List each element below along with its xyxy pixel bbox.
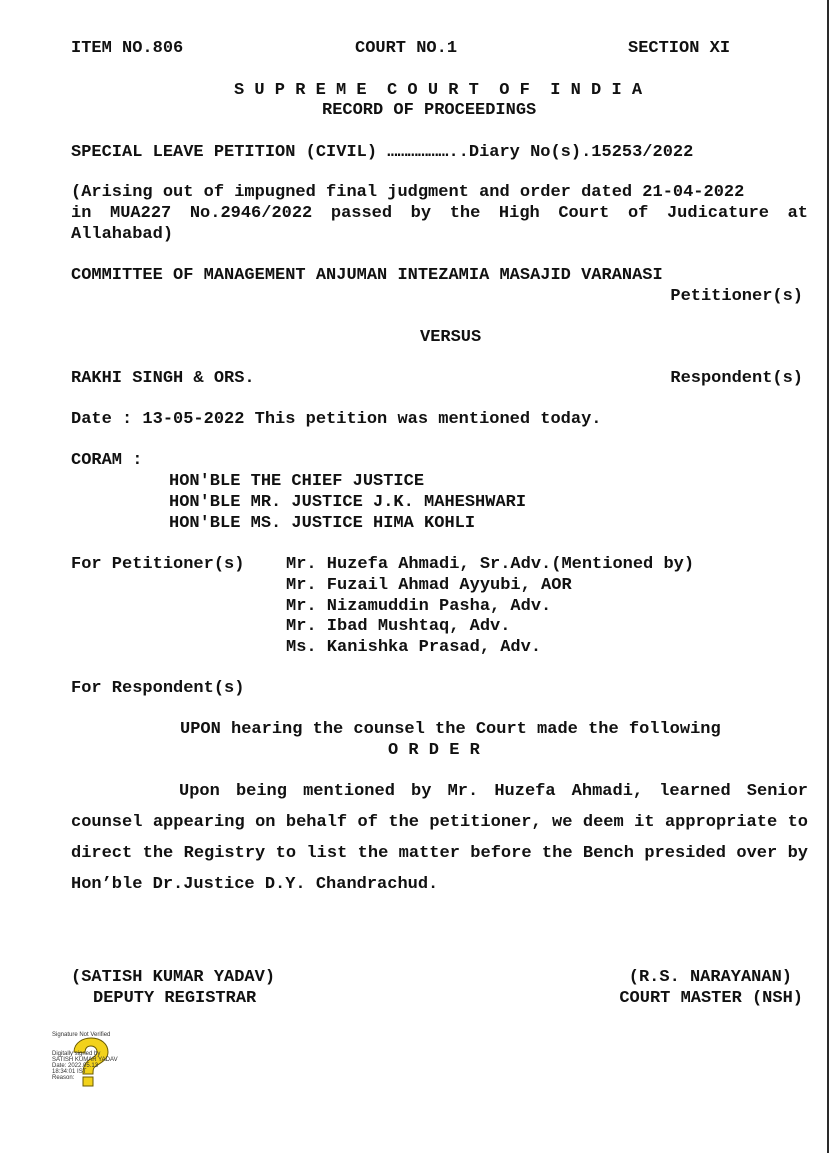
order-heading: O R D E R <box>388 741 480 760</box>
hearing-line: UPON hearing the counsel the Court made the following <box>180 720 721 739</box>
petitioner-counsel: Mr. Nizamuddin Pasha, Adv. <box>286 597 552 616</box>
arising-line-3: Allahabad) <box>71 225 174 244</box>
signature-reason: Reason: <box>52 1075 75 1081</box>
signature-signer: SATISH KUMAR YADAV <box>52 1057 118 1063</box>
for-respondent-label: For Respondent(s) <box>71 679 245 698</box>
signature-signed-by: Digitally signed by <box>52 1051 101 1057</box>
arising-line-1: (Arising out of impugned final judgment and order dated 21-04-2022 <box>71 183 745 202</box>
petitioner-counsel: Ms. Kanishka Prasad, Adv. <box>286 638 542 657</box>
petitioner-counsel: Mr. Huzefa Ahmadi, Sr.Adv.(Mentioned by) <box>286 555 695 574</box>
petition-line: SPECIAL LEAVE PETITION (CIVIL) ………………..Diary No(s).15253/2022 <box>71 143 694 162</box>
coram-label: CORAM : <box>71 451 143 470</box>
court-master-title: COURT MASTER (NSH) <box>619 989 803 1008</box>
deputy-registrar-title: DEPUTY REGISTRAR <box>93 989 257 1008</box>
for-petitioner-label: For Petitioner(s) <box>71 555 245 574</box>
court-master-name: (R.S. NARAYANAN) <box>628 968 792 987</box>
coram-judge: HON'BLE MR. JUSTICE J.K. MAHESHWARI <box>169 493 527 512</box>
section-number: SECTION XI <box>628 39 731 58</box>
signature-status: Signature Not Verified <box>52 1032 111 1038</box>
petitioner-counsel: Mr. Ibad Mushtaq, Adv. <box>286 617 511 636</box>
date-line: Date : 13-05-2022 This petition was mentioned today. <box>71 410 602 429</box>
petitioner-counsel: Mr. Fuzail Ahmad Ayyubi, AOR <box>286 576 572 595</box>
respondent-label: Respondent(s) <box>670 369 803 388</box>
signature-date: Date: 2022.05.13 <box>52 1063 99 1069</box>
coram-judge: HON'BLE THE CHIEF JUSTICE <box>169 472 425 491</box>
coram-judge: HON'BLE MS. JUSTICE HIMA KOHLI <box>169 514 476 533</box>
petitioner-name: COMMITTEE OF MANAGEMENT ANJUMAN INTEZAMIA MASAJID VARANASI <box>71 266 663 285</box>
item-number: ITEM NO.806 <box>71 39 184 58</box>
deputy-registrar-name: (SATISH KUMAR YADAV) <box>71 968 276 987</box>
respondent-name: RAKHI SINGH & ORS. <box>71 369 255 388</box>
record-of-proceedings-title: RECORD OF PROCEEDINGS <box>322 101 537 120</box>
petitioner-label: Petitioner(s) <box>670 287 803 306</box>
digital-signature-stamp <box>52 1032 142 1092</box>
signature-time: 18:34:01 IST <box>52 1069 87 1075</box>
arising-line-2: in MUA227 No.2946/2022 passed by the High Court of Judicature at <box>71 204 808 223</box>
court-number: COURT NO.1 <box>355 39 458 58</box>
order-body: Upon being mentioned by Mr. Huzefa Ahmadi, learned Senior counsel appearing on behalf of the petitioner, we deem it appropriate to direct the Registry to list the matter before the Bench presided over by Hon’ble Dr.Justice D.Y. Chandrachud. <box>71 782 808 894</box>
court-name-heading: S U P R E M E C O U R T O F I N D I A <box>234 81 643 100</box>
versus-label: VERSUS <box>420 328 482 347</box>
